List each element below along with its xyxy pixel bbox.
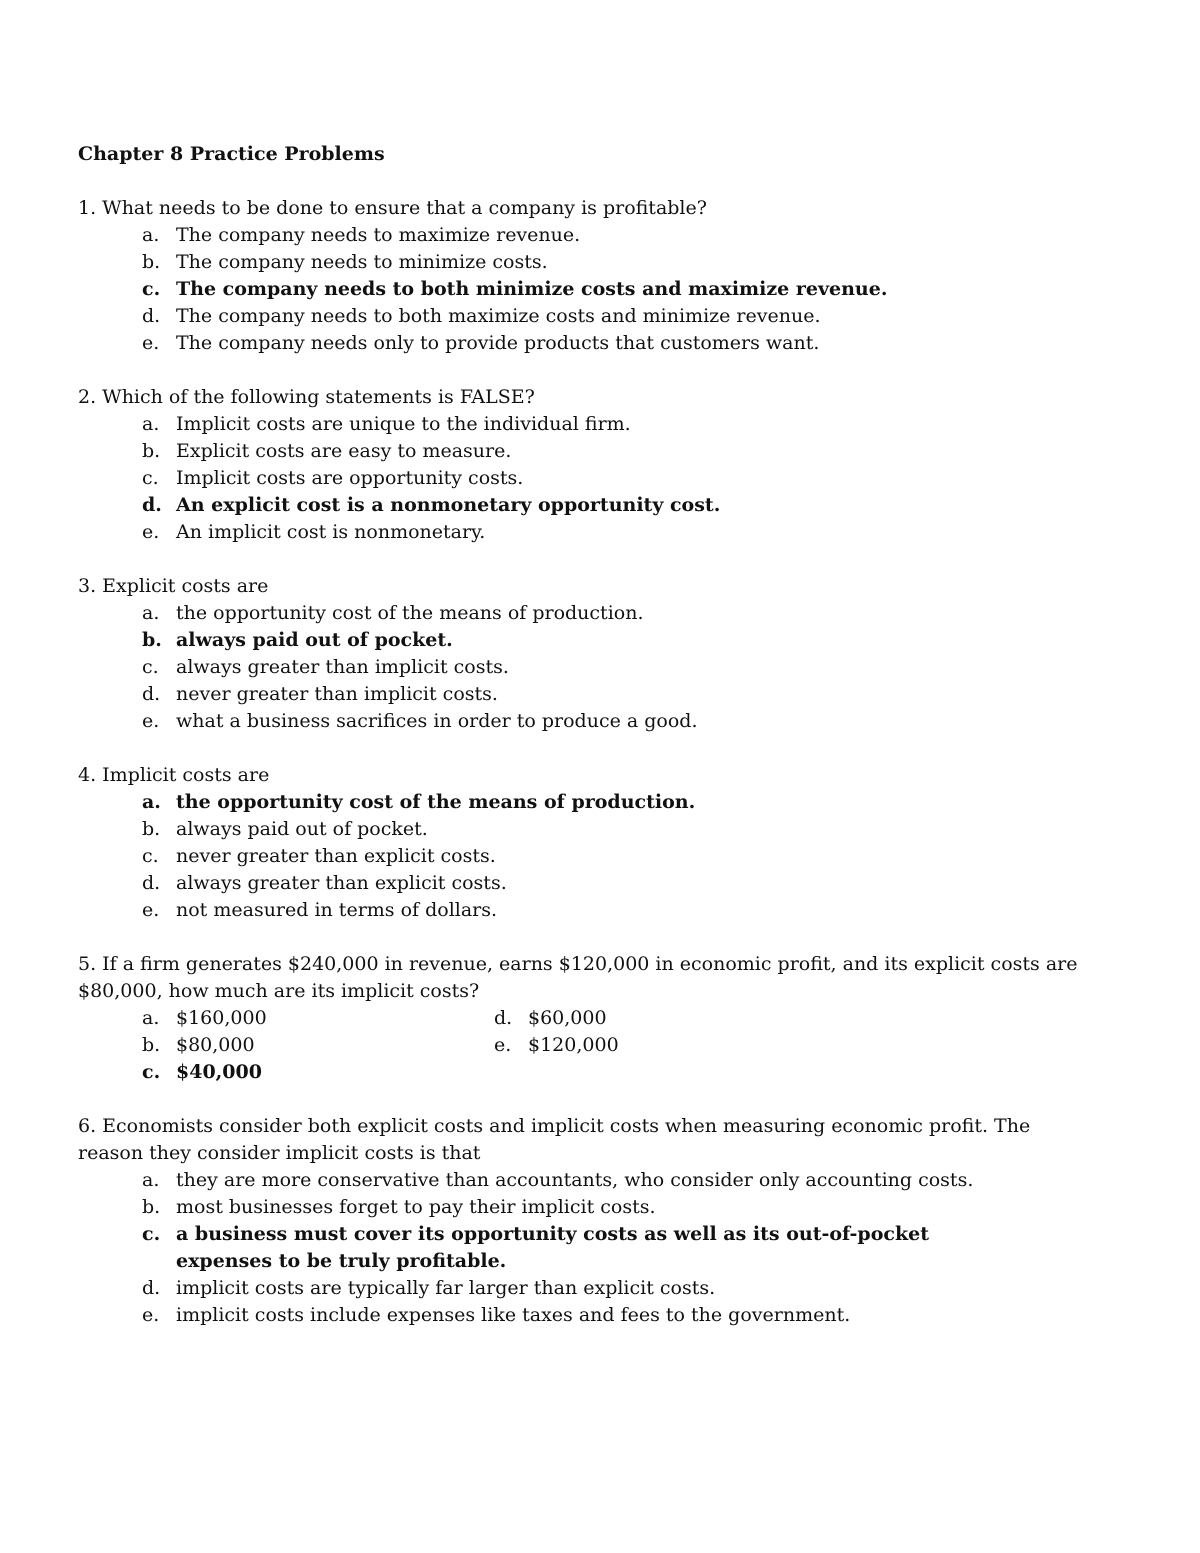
option-1d: d. The company needs to both maximize costs and minimize revenue. [142,305,821,327]
option-2a: a. Implicit costs are unique to the individual firm. [142,413,631,435]
question-6-text-line-2: reason they consider implicit costs is that [78,1142,481,1164]
option-6a: a. they are more conservative than accountants, who consider only accounting costs. [142,1169,974,1191]
document-page [78,141,1138,1356]
question-3-options [78,600,1138,735]
question-6 [78,1113,1138,1329]
question-2 [78,384,1138,546]
option-3d: d. never greater than implicit costs. [142,683,498,705]
question-2-options [78,411,1138,546]
question-3-text: 3. Explicit costs are [78,575,269,597]
option-2b: b. Explicit costs are easy to measure. [142,440,512,462]
option-6e: e. implicit costs include expenses like taxes and fees to the government. [142,1304,851,1326]
option-5e: e. $120,000 [494,1034,619,1056]
question-4-text: 4. Implicit costs are [78,764,270,786]
option-4a-answer: a. the opportunity cost of the means of production. [142,791,696,813]
question-5-text-line-2: $80,000, how much are its implicit costs? [78,980,480,1002]
option-5b: b. $80,000 [142,1034,255,1056]
document-title: Chapter 8 Practice Problems [78,143,385,165]
option-3b-answer: b. always paid out of pocket. [142,629,453,651]
option-5c-answer: c. $40,000 [142,1061,262,1083]
question-1 [78,195,1138,357]
option-6b: b. most businesses forget to pay their implicit costs. [142,1196,656,1218]
option-1a: a. The company needs to maximize revenue. [142,224,581,246]
option-2c: c. Implicit costs are opportunity costs. [142,467,524,489]
option-1b: b. The company needs to minimize costs. [142,251,548,273]
question-5-options [78,1005,1138,1086]
question-6-options [78,1167,1138,1329]
question-4-options [78,789,1138,924]
option-4d: d. always greater than explicit costs. [142,872,507,894]
option-5d: d. $60,000 [494,1007,607,1029]
question-6-text-line-1: 6. Economists consider both explicit costs and implicit costs when measuring economic profit. The [78,1115,1031,1137]
question-5-text-line-1: 5. If a firm generates $240,000 in revenue, earns $120,000 in economic profit, and its explicit costs are [78,953,1078,975]
option-4c: c. never greater than explicit costs. [142,845,496,867]
question-1-options [78,222,1138,357]
option-6d: d. implicit costs are typically far larger than explicit costs. [142,1277,716,1299]
option-3e: e. what a business sacrifices in order to produce a good. [142,710,698,732]
option-2d-answer: d. An explicit cost is a nonmonetary opportunity cost. [142,494,721,516]
question-2-text: 2. Which of the following statements is FALSE? [78,386,535,408]
option-2e: e. An implicit cost is nonmonetary. [142,521,486,543]
question-5 [78,951,1138,1086]
option-5a: a. $160,000 [142,1007,267,1029]
option-4e: e. not measured in terms of dollars. [142,899,498,921]
option-3c: c. always greater than implicit costs. [142,656,509,678]
option-1e: e. The company needs only to provide products that customers want. [142,332,820,354]
option-4b: b. always paid out of pocket. [142,818,428,840]
question-4 [78,762,1138,924]
question-3 [78,573,1138,735]
question-1-text: 1. What needs to be done to ensure that a company is profitable? [78,197,707,219]
option-6c-answer: c. a business must cover its opportunity costs as well as its out-of-pocket expenses to be truly profitable. [142,1223,929,1272]
question-5-options-right [494,1005,894,1059]
question-5-options-left [78,1005,494,1086]
option-1c-answer: c. The company needs to both minimize costs and maximize revenue. [142,278,888,300]
option-3a: a. the opportunity cost of the means of production. [142,602,644,624]
